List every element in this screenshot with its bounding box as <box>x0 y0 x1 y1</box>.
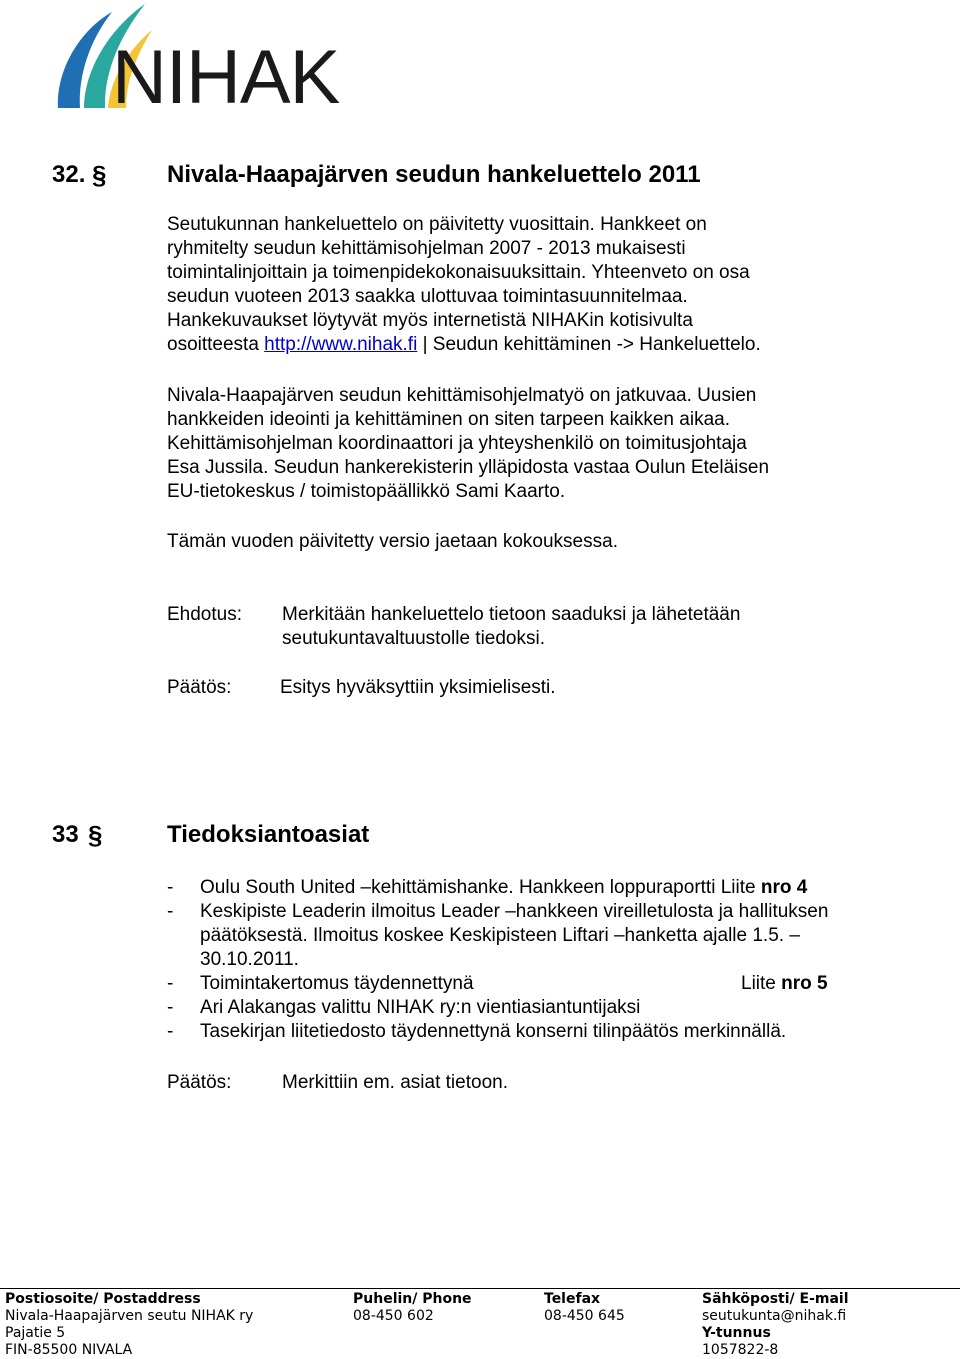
list-item <box>167 900 927 972</box>
text-line: Keskipiste Leaderin ilmoitus Leader –hankkeen vireilletulosta ja hallituksen <box>200 901 829 922</box>
text-fragment: Toimintakertomus täydennettynä <box>200 973 474 994</box>
decision-text: Merkittiin em. asiat tietoon. <box>282 1072 508 1093</box>
decision-label: Päätös: <box>167 677 232 698</box>
nihak-website-link[interactable]: http://www.nihak.fi <box>264 334 418 355</box>
text-line: 30.10.2011. <box>200 949 299 970</box>
footer-divider <box>0 1288 960 1289</box>
footer-heading: Postiosoite/ Postaddress <box>5 1291 201 1307</box>
list-item <box>167 876 927 900</box>
proposal-text <box>282 603 922 651</box>
footer-text: 08-450 602 <box>353 1308 434 1324</box>
attachment-reference <box>741 972 828 996</box>
text-line: Merkitään hankeluettelo tietoon saaduksi ja lähetetään <box>282 604 741 625</box>
footer-heading: Puhelin/ Phone <box>353 1291 472 1307</box>
list-item <box>167 972 927 996</box>
item-32-paragraph-2 <box>167 384 907 504</box>
text-line: seudun vuoteen 2013 saakka ulottuvaa toimintasuunnitelmaa. <box>167 286 688 307</box>
item-32-number: 32. <box>52 161 86 188</box>
list-dash: - <box>167 997 174 1018</box>
list-item <box>167 996 927 1020</box>
footer-email-address[interactable]: seutukunta@nihak.fi <box>702 1308 847 1324</box>
text-line: toimintalinjoittain ja toimenpidekokonaisuuksittain. Yhteenveto on osa <box>167 262 750 283</box>
list-item-text <box>200 876 910 900</box>
decision-text: Esitys hyväksyttiin yksimielisesti. <box>280 677 556 698</box>
proposal-label: Ehdotus: <box>167 604 242 625</box>
text-line: Hankekuvaukset löytyvät myös internetistä NIHAKin kotisivulta <box>167 310 693 331</box>
attachment-number: nro 5 <box>781 973 828 994</box>
item-32-paragraph-1 <box>167 213 907 357</box>
footer-heading: Sähköposti/ E-mail <box>702 1291 849 1307</box>
footer-text: 08-450 645 <box>544 1308 625 1324</box>
item-33-number: 33 <box>52 821 79 848</box>
text-fragment: Liite <box>741 973 782 994</box>
list-dash: - <box>167 973 174 994</box>
footer-text: Nivala-Haapajärven seutu NIHAK ry <box>5 1308 254 1324</box>
text-line: ryhmitelty seudun kehittämisohjelman 2007 - 2013 mukaisesti <box>167 238 686 259</box>
list-dash: - <box>167 877 174 898</box>
footer-text: 1057822-8 <box>702 1342 779 1358</box>
list-item-text: Tasekirjan liitetiedosto täydennettynä konserni tilinpäätös merkinnällä. <box>200 1021 787 1042</box>
footer-phone <box>353 1291 472 1325</box>
footer-address <box>5 1291 253 1359</box>
footer-heading: Telefax <box>544 1291 601 1307</box>
text-fragment: osoitteesta <box>167 334 265 355</box>
list-item-text: Ari Alakangas valittu NIHAK ry:n vientiasiantuntijaksi <box>200 997 641 1018</box>
notices-list <box>167 876 927 1044</box>
text-line: seutukuntavaltuustolle tiedoksi. <box>282 628 545 649</box>
footer-fax <box>544 1291 625 1325</box>
text-fragment: | Seudun kehittäminen -> Hankeluettelo. <box>417 334 761 355</box>
footer-heading: Y-tunnus <box>702 1325 771 1341</box>
text-line: Seutukunnan hankeluettelo on päivitetty vuosittain. Hankkeet on <box>167 214 707 235</box>
item-32-section-sign: § <box>92 160 107 190</box>
footer-text: Pajatie 5 <box>5 1325 66 1341</box>
text-line: Kehittämisohjelman koordinaattori ja yhteyshenkilö on toimitusjohtaja <box>167 433 747 454</box>
item-33-section-sign: § <box>88 820 103 850</box>
list-item-text <box>200 900 910 972</box>
text-line: päätöksestä. Ilmoitus koskee Keskipisteen Liftari –hanketta ajalle 1.5. – <box>200 925 800 946</box>
list-item <box>167 1020 927 1044</box>
text-line: EU-tietokeskus / toimistopäällikkö Sami Kaarto. <box>167 481 566 502</box>
list-dash: - <box>167 1021 174 1042</box>
item-32-paragraph-3: Tämän vuoden päivitetty versio jaetaan kokouksessa. <box>167 531 618 552</box>
logo-text: NIHAK <box>112 35 340 120</box>
footer-text: FIN-85500 NIVALA <box>5 1342 133 1358</box>
text-line: Nivala-Haapajärven seudun kehittämisohjelmatyö on jatkuvaa. Uusien <box>167 385 757 406</box>
nihak-logo <box>50 0 340 118</box>
text-line <box>167 333 907 357</box>
item-32-title: Nivala-Haapajärven seudun hankeluettelo 2011 <box>167 161 701 188</box>
text-line: hankkeiden ideointi ja kehittäminen on siten tarpeen kaikken aikaa. <box>167 409 730 430</box>
decision-label: Päätös: <box>167 1072 232 1093</box>
text-fragment: Oulu South United –kehittämishanke. Hankkeen loppuraportti Liite <box>200 877 761 898</box>
item-33-title: Tiedoksiantoasiat <box>167 821 370 848</box>
footer-email <box>702 1291 849 1359</box>
attachment-number: nro 4 <box>760 877 808 898</box>
list-item-text <box>200 972 910 996</box>
text-line: Esa Jussila. Seudun hankerekisterin ylläpidosta vastaa Oulun Eteläisen <box>167 457 770 478</box>
list-dash: - <box>167 901 174 922</box>
